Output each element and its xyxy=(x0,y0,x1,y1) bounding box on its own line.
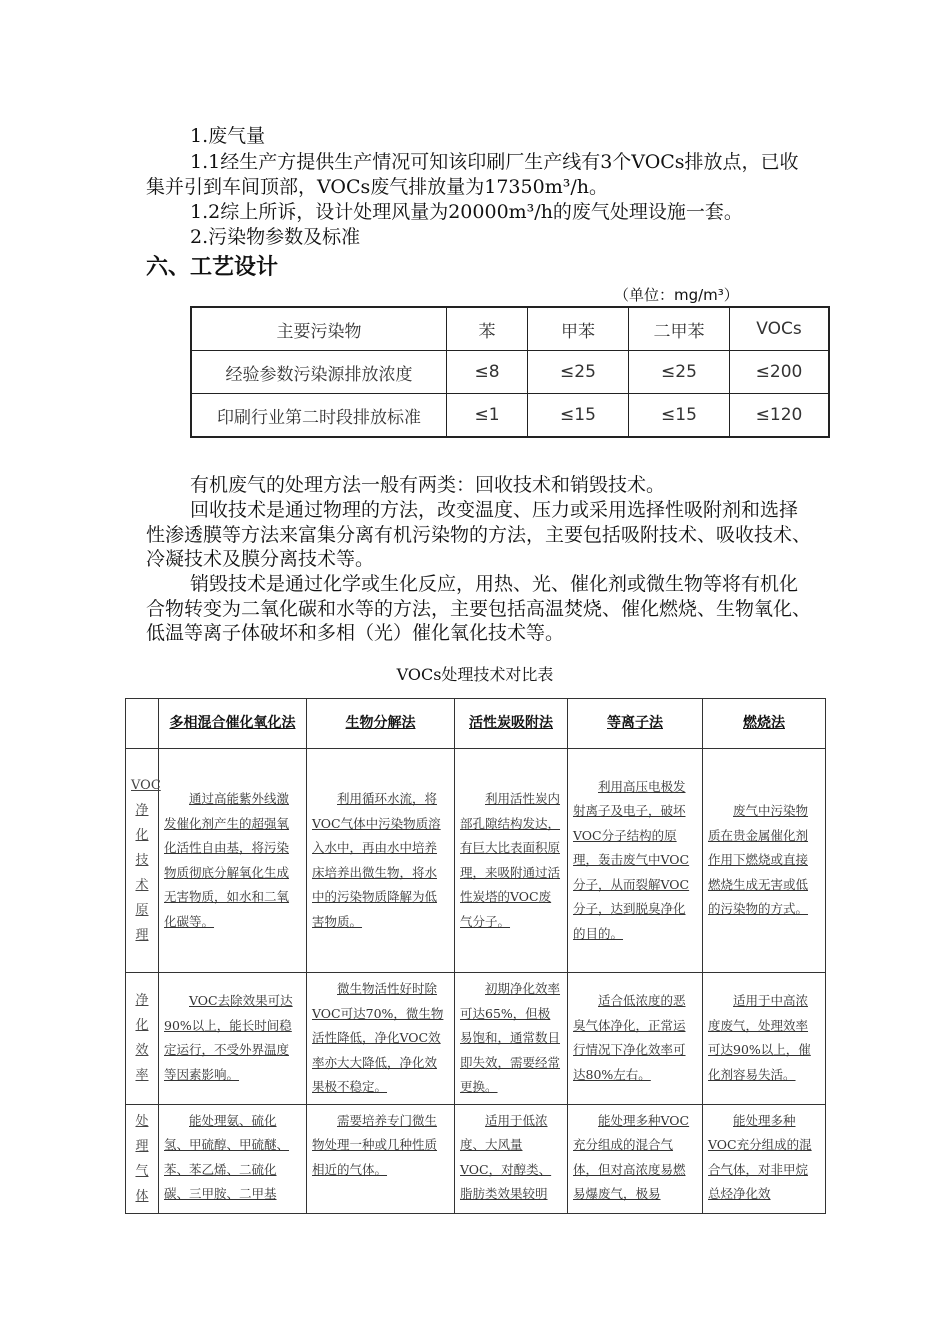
table-cell: 利用循环水流，将VOC气体中污染物质溶入水中，再由水中培养床培养出微生物，将水中的污染物质降解为低害物质。 xyxy=(307,749,455,973)
header-cell xyxy=(126,699,159,749)
table-cell: 需要培养专门微生物处理一种或几种性质相近的气体。 xyxy=(307,1104,455,1213)
table-cell: ≤8 xyxy=(447,351,528,394)
table-cell: ≤15 xyxy=(528,394,629,438)
table-cell: 利用高压电极发射离子及电子，破坏VOC分子结构的原理，轰击废气中VOC分子，从而裂解VOC分子，达到脱臭净化的目的。 xyxy=(568,749,703,973)
row-label: 经验参数污染源排放浓度 xyxy=(191,351,447,394)
paragraph-design-airflow: 1.2综上所诉，设计处理风量为20000m³/h的废气处理设施一套。 xyxy=(190,201,743,223)
table-cell: 能处理多种VOC充分组成的混合气体，对非甲烷总烃净化效 xyxy=(703,1104,826,1213)
table-cell: ≤200 xyxy=(730,351,830,394)
table-cell: 能处理多种VOC充分组成的混合气体，但对高浓度易燃易爆废气，极易 xyxy=(568,1104,703,1213)
header-cell: 燃烧法 xyxy=(703,699,826,749)
header-cell: 多相混合催化氧化法 xyxy=(159,699,307,749)
table-cell: 初期净化效率可达65%，但极易饱和，通常数日即失效，需要经常更换。 xyxy=(455,973,568,1105)
header-cell: 生物分解法 xyxy=(307,699,455,749)
header-cell: 主要污染物 xyxy=(191,307,447,351)
header-cell: VOCs xyxy=(730,307,830,351)
table-cell: 适用于低浓度、大风量VOC，对醇类、脂肪类效果较明 xyxy=(455,1104,568,1213)
header-cell: 苯 xyxy=(447,307,528,351)
comparison-table-caption: VOCs处理技术对比表 xyxy=(396,665,554,684)
table-row xyxy=(126,749,826,973)
header-cell: 活性炭吸附法 xyxy=(455,699,568,749)
table-row xyxy=(191,351,829,394)
standards-table xyxy=(190,306,830,438)
table-cell: ≤120 xyxy=(730,394,830,438)
row-label: 处理气体 xyxy=(126,1104,159,1213)
table-cell: 废气中污染物质在贵金属催化剂作用下燃烧或直接燃烧生成无害或低的污染物的方式。 xyxy=(703,749,826,973)
paragraph-emission-points: 1.1经生产方提供生产情况可知该印刷厂生产线有3个VOCs排放点，已收集并引到车间顶部，VOCs废气排放量为17350m³/h。 xyxy=(146,151,799,198)
table-header-row xyxy=(191,307,829,351)
header-cell: 二甲苯 xyxy=(629,307,730,351)
table-cell: ≤15 xyxy=(629,394,730,438)
paragraph-destruction-tech: 销毁技术是通过化学或生化反应，用热、光、催化剂或微生物等将有机化合物转变为二氧化碳和水等的方法，主要包括高温焚烧、催化燃烧、生物氧化、低温等离子体破坏和多相（光）催化氧化技术等。 xyxy=(146,573,812,644)
table-cell: ≤25 xyxy=(629,351,730,394)
paragraph-waste-gas-title: 1.废气量 xyxy=(190,125,266,147)
table-header-row xyxy=(126,699,826,749)
comparison-table xyxy=(125,698,826,1214)
table-row xyxy=(126,1104,826,1213)
table-cell: 适合低浓度的恶臭气体净化，正常运行情况下净化效率可达80%左右。 xyxy=(568,973,703,1105)
table-cell: 利用活性炭内部孔隙结构发达，有巨大比表面积原理，来吸附通过活性炭塔的VOC废气分子。 xyxy=(455,749,568,973)
table-row xyxy=(191,394,829,438)
section-heading: 六、工艺设计 xyxy=(146,255,279,280)
unit-label: （单位：mg/m³） xyxy=(614,286,739,304)
table-cell: 适用于中高浓度废气，处理效率可达90%以上，催化剂容易失活。 xyxy=(703,973,826,1105)
row-label: VOC净化技术原理 xyxy=(126,749,159,973)
table-cell: 能处理氨、硫化氢、甲硫醇、甲硫醚、苯、苯乙烯、二硫化碳、三甲胺、二甲基 xyxy=(159,1104,307,1213)
row-label: 印刷行业第二时段排放标准 xyxy=(191,394,447,438)
paragraph-pollutant-params: 2.污染物参数及标准 xyxy=(190,226,361,248)
table-cell: VOC去除效果可达90%以上，能长时间稳定运行，不受外界温度等因素影响。 xyxy=(159,973,307,1105)
row-label: 净化效率 xyxy=(126,973,159,1105)
table-cell: 微生物活性好时除VOC可达70%，微生物活性降低，净化VOC效率亦大大降低，净化效果极不稳定。 xyxy=(307,973,455,1105)
table-cell: ≤25 xyxy=(528,351,629,394)
table-row xyxy=(126,973,826,1105)
paragraph-recovery-tech: 回收技术是通过物理的方法，改变温度、压力或采用选择性吸附剂和选择性渗透膜等方法来富集分离有机污染物的方法，主要包括吸附技术、吸收技术、冷凝技术及膜分离技术等。 xyxy=(146,499,812,570)
table-cell: ≤1 xyxy=(447,394,528,438)
header-cell: 等离子法 xyxy=(568,699,703,749)
table-cell: 通过高能紫外线激发催化剂产生的超强氧化活性自由基，将污染物质彻底分解氧化生成无害物质，如水和二氧化碳等。 xyxy=(159,749,307,973)
header-cell: 甲苯 xyxy=(528,307,629,351)
paragraph-methods-overview: 有机废气的处理方法一般有两类：回收技术和销毁技术。 xyxy=(190,474,666,496)
